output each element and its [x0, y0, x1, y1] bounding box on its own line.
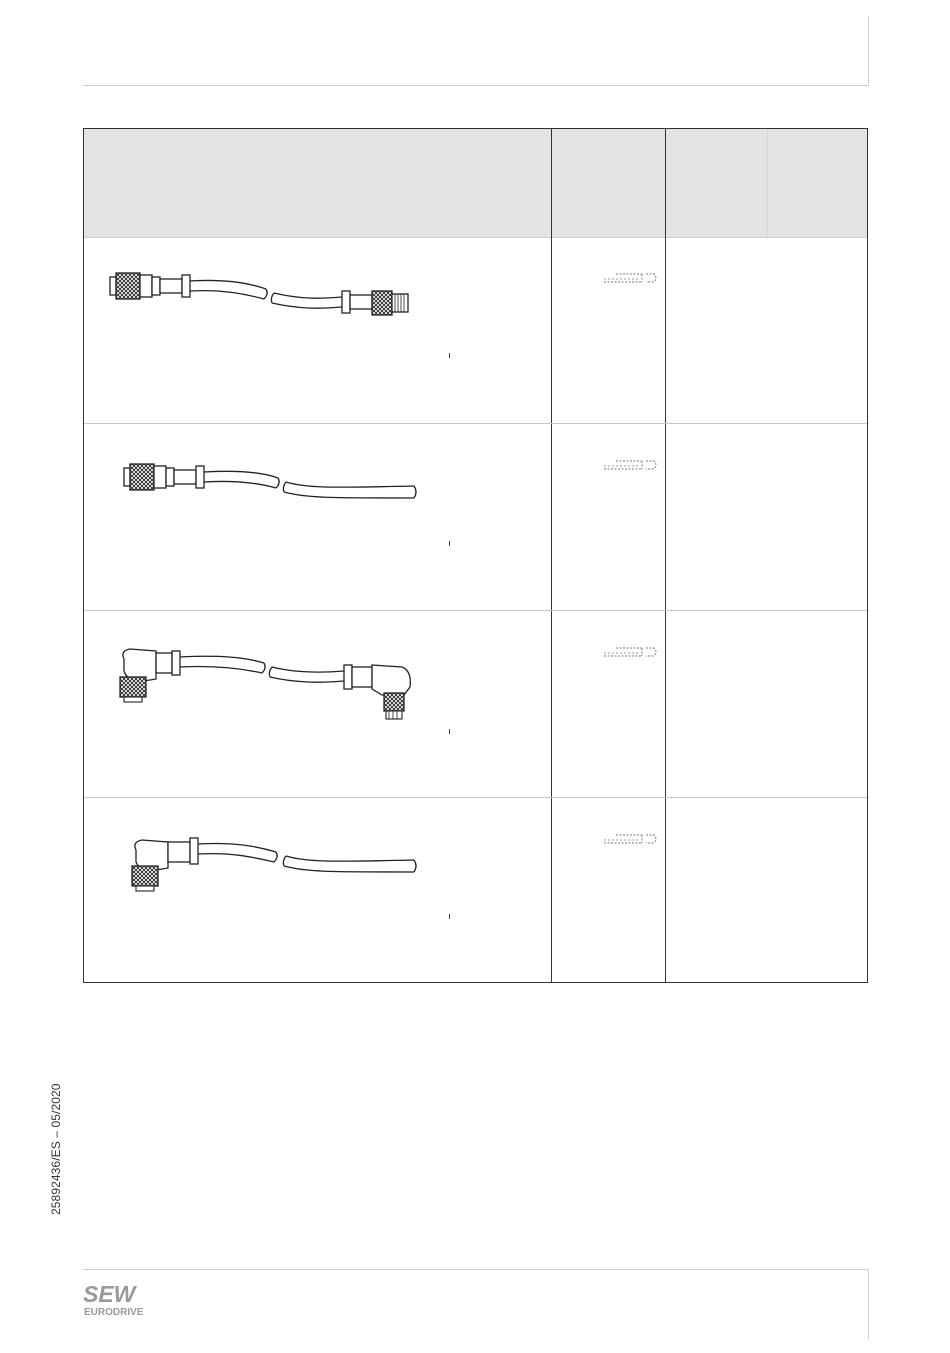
- logo-sub: EURODRIVE: [84, 1307, 144, 1318]
- cable-angled-female-to-open-end-image: [84, 798, 551, 984]
- column-divider-2: [665, 129, 666, 982]
- tick-mark: [449, 729, 450, 734]
- tick-mark: [449, 353, 450, 358]
- header-rule: [83, 85, 868, 86]
- code-placeholder-icon: [602, 270, 664, 284]
- footer-rule: [83, 1269, 868, 1270]
- document-number: 25892436/ES – 05/2020: [49, 1083, 63, 1215]
- table-row: [84, 798, 551, 984]
- footer-side-rule: [868, 1269, 869, 1339]
- tick-mark: [449, 541, 450, 546]
- logo-brand: SEW: [83, 1282, 136, 1307]
- table-header-row: [84, 129, 867, 238]
- cable-table: [83, 128, 868, 983]
- code-placeholder-icon: [602, 457, 664, 471]
- cable-angled-female-to-angled-male-image: [84, 611, 551, 797]
- code-placeholder-icon: [602, 644, 664, 658]
- table-row: [84, 424, 551, 610]
- cable-straight-female-to-straight-male-image: [84, 237, 551, 423]
- code-placeholder-icon: [602, 831, 664, 845]
- sew-eurodrive-logo: [83, 1282, 155, 1318]
- table-row: [84, 237, 551, 423]
- cable-straight-female-to-open-end-image: [84, 424, 551, 610]
- column-divider-1: [551, 129, 552, 982]
- table-row: [84, 611, 551, 797]
- header-side-rule: [868, 16, 869, 86]
- column-divider-3: [767, 129, 768, 237]
- tick-mark: [449, 914, 450, 919]
